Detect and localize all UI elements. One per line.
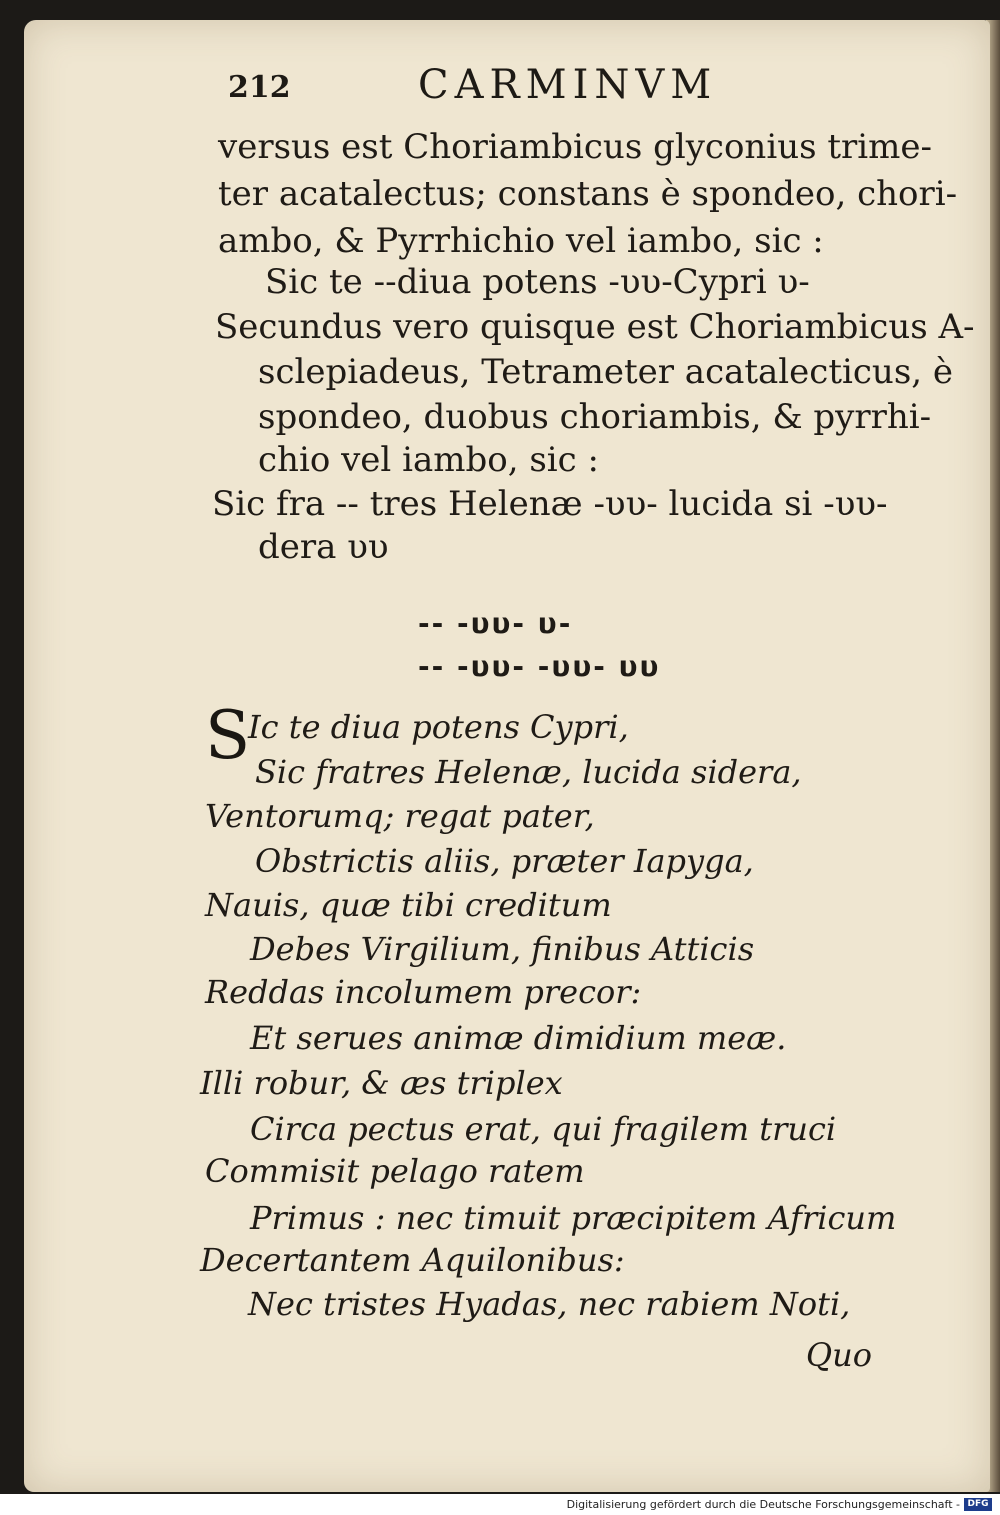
prose-line: ambo, & Pyrrhichio vel iambo, sic : [218,221,824,261]
prose-line: Sic te --diua potens -υυ-Cypri υ- [265,262,810,302]
verse-line: Debes Virgilium, finibus Atticis [250,930,755,968]
verse-line: Decertantem Aquilonibus: [200,1241,625,1279]
prose-line: Secundus vero quisque est Choriambicus A- [215,307,975,347]
verse-line: Illi robur, & æs triplex [200,1064,563,1102]
verse-line: Primus : nec timuit præcipitem Africum [250,1199,897,1237]
prose-line: sclepiadeus, Tetrameter acatalecticus, è [258,352,954,392]
verse-line: Sic fratres Helenæ, lucida sidera, [255,753,802,791]
verse-line: Circa pectus erat, qui fragilem truci [250,1110,837,1148]
funding-note: Digitalisierung gefördert durch die Deutsche Forschungsgemeinschaft - [566,1498,960,1511]
digitization-footer [0,1494,1000,1515]
verse-line: Ic te diua potens Cypri, [248,708,629,746]
catchword: Quo [805,1336,872,1374]
prose-line: Sic fra -- tres Helenæ -υυ- lucida si -υυ- [212,484,888,524]
metrical-scheme-line: -- -υυ- υ- [418,607,573,640]
dfg-logo-icon: DFG [964,1498,992,1511]
verse-line: Nec tristes Hyadas, nec rabiem Noti, [248,1285,851,1323]
running-title: CARMINVM [418,62,718,108]
prose-line: dera υυ [258,527,389,567]
metrical-scheme-line: -- -υυ- -υυ- υυ [418,650,661,683]
verse-line: Commisit pelago ratem [205,1152,585,1190]
verse-line: Nauis, quæ tibi creditum [205,886,612,924]
drop-cap: S [205,697,251,774]
verse-line: Ventorumq; regat pater, [205,797,595,835]
verse-line: Obstrictis aliis, præter Iapyga, [255,842,754,880]
verse-line: Et serues animæ dimidium meæ. [250,1019,787,1057]
prose-line: spondeo, duobus choriambis, & pyrrhi- [258,397,932,437]
verse-line: Reddas incolumem precor: [205,973,642,1011]
prose-line: chio vel iambo, sic : [258,440,599,480]
page-number: 212 [228,70,291,105]
page-header [228,62,768,110]
prose-line: versus est Choriambicus glyconius trime- [218,127,932,167]
prose-line: ter acatalectus; constans è spondeo, chori- [218,174,958,214]
